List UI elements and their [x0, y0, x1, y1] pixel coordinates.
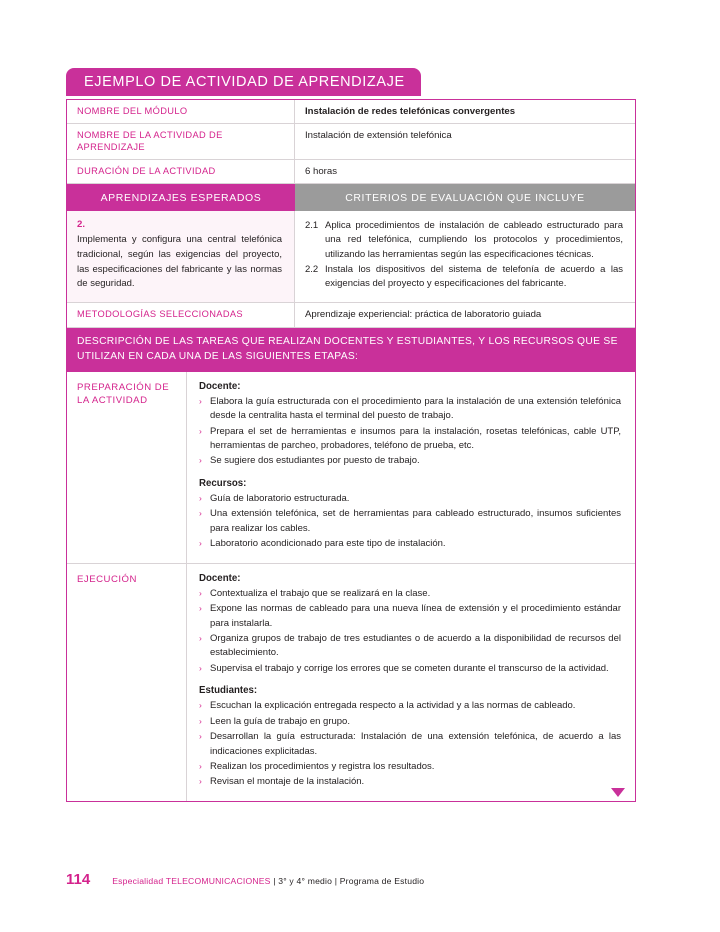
- section-heading-band: [67, 184, 635, 211]
- row-label-duracion: DURACIÓN DE LA ACTIVIDAD: [67, 160, 295, 183]
- subheading-docente: Docente:: [199, 380, 241, 392]
- evaluation-criteria-cell: [295, 211, 635, 302]
- list-item-text: Prepara el set de herramientas e insumos para la instalación, rosetas telefónicas, cable UTP, herramientas de parcheo, probadores, teléfono de prueba, etc.: [210, 425, 621, 452]
- criterion-number: 2.2: [305, 263, 319, 275]
- list-item: [199, 715, 621, 729]
- learning-outcome-cell: [67, 211, 295, 302]
- table-row: [67, 100, 635, 124]
- list-item: [199, 775, 621, 789]
- footer-specialty: TELECOMUNICACIONES: [165, 876, 271, 886]
- list-item: [199, 602, 621, 631]
- list-item: [199, 632, 621, 661]
- page-title: EJEMPLO DE ACTIVIDAD DE APRENDIZAJE: [84, 74, 405, 90]
- chevron-right-icon: ›: [199, 492, 202, 503]
- footer-caption: [112, 876, 424, 886]
- activity-table: [66, 99, 636, 802]
- list-item: [199, 425, 621, 454]
- chevron-right-icon: ›: [199, 731, 202, 742]
- chevron-right-icon: ›: [199, 662, 202, 673]
- subheading-estudiantes: Estudiantes:: [199, 685, 258, 697]
- row-value-duracion: 6 horas: [305, 165, 337, 177]
- list-item: [199, 760, 621, 774]
- criterion-text: Aplica procedimientos de instalación de cableado estructurado para una red telefónica, cumpliendo los protocolos y procedimientos, utilizando las herramientas según las especificaciones técnicas.: [325, 220, 623, 260]
- description-band: DESCRIPCIÓN DE LAS TAREAS QUE REALIZAN DOCENTES Y ESTUDIANTES, Y LOS RECURSOS QUE SE UTILIZAN EN CADA UNA DE LAS SIGUIENTES ETAPAS:: [67, 328, 635, 372]
- row-value-modulo: Instalación de redes telefónicas convergentes: [305, 106, 516, 117]
- learning-outcome-text: Implementa y configura una central telefónica tradicional, según las exigencias del proyecto, las especificaciones del fabricante y las normas de seguridad.: [77, 234, 282, 290]
- table-row: [67, 160, 635, 184]
- list-item: [199, 507, 621, 536]
- table-row: [67, 124, 635, 159]
- chevron-right-icon: ›: [199, 425, 202, 436]
- list-item-text: Organiza grupos de trabajo de tres estudiantes o de acuerdo a la disponibilidad de recursos del establecimiento.: [210, 632, 621, 659]
- chevron-right-icon: ›: [199, 776, 202, 787]
- table-row-metodologias: [67, 303, 635, 327]
- heading-aprendizajes-esperados: APRENDIZAJES ESPERADOS: [67, 184, 295, 211]
- footer-separator: |: [270, 876, 279, 886]
- list-item-text: Revisan el montaje de la instalación.: [210, 776, 365, 788]
- chevron-right-icon: ›: [199, 603, 202, 614]
- footer-separator: |: [332, 876, 340, 886]
- list-item-text: Desarrollan la guía estructurada: Instalación de una extensión telefónica, de acuerdo a las indicaciones explicitadas.: [210, 731, 621, 757]
- learning-outcome-number: 2.: [77, 219, 86, 231]
- list-item: [199, 699, 621, 713]
- page-footer: [66, 871, 424, 888]
- row-label-metodologias: METODOLOGÍAS SELECCIONADAS: [67, 303, 295, 326]
- page-number: 114: [66, 871, 91, 888]
- chevron-right-icon: ›: [199, 455, 202, 466]
- list-item-text: Supervisa el trabajo y corrige los errores que se cometen durante el transcurso de la actividad.: [210, 662, 609, 674]
- subheading-recursos: Recursos:: [199, 477, 247, 489]
- stage-label-ejecucion: EJECUCIÓN: [67, 564, 187, 801]
- chevron-right-icon: ›: [199, 715, 202, 726]
- activity-title-tab: [66, 68, 421, 96]
- row-value-metodologias: Aprendizaje experiencial: práctica de laboratorio guiada: [305, 309, 542, 321]
- list-item: [199, 492, 621, 506]
- stage-label-preparacion: PREPARACIÓN DE LA ACTIVIDAD: [67, 372, 187, 563]
- criterion-item: [305, 263, 623, 292]
- list-item-text: Guía de laboratorio estructurada.: [210, 492, 350, 504]
- footer-level: 3° y 4° medio: [278, 876, 333, 886]
- list-item-text: Escuchan la explicación entregada respecto a la actividad y a las normas de cableado.: [210, 700, 576, 712]
- chevron-right-icon: ›: [199, 700, 202, 711]
- list-item-text: Una extensión telefónica, set de herramientas para cableado estructurado, insumos suficientes para realizar los cables.: [210, 508, 621, 534]
- list-item-text: Laboratorio acondicionado para este tipo de instalación.: [210, 538, 446, 550]
- criterion-item: [305, 219, 623, 262]
- footer-specialty-prefix: Especialidad: [112, 876, 166, 886]
- stage-body-preparacion: [187, 372, 635, 563]
- list-item: [199, 395, 621, 424]
- list-item-text: Elabora la guía estructurada con el procedimiento para la instalación de una extensión telefónica desde la centralita hasta el terminal del puesto de trabajo.: [210, 395, 621, 422]
- list-item-text: Contextualiza el trabajo que se realizará en la clase.: [210, 587, 431, 599]
- subheading-docente: Docente:: [199, 572, 241, 584]
- list-item: [199, 454, 621, 468]
- stage-row-preparacion: [67, 372, 635, 564]
- stage-body-ejecucion: [187, 564, 635, 801]
- list-item-text: Expone las normas de cableado para una nueva línea de extensión y el procedimiento estándar para instalarla.: [210, 603, 621, 629]
- list-item: [199, 730, 621, 759]
- stage-row-ejecucion: [67, 564, 635, 801]
- list-item-text: Realizan los procedimientos y registra los resultados.: [210, 761, 435, 773]
- chevron-right-icon: ›: [199, 508, 202, 519]
- row-label-modulo: NOMBRE DEL MÓDULO: [67, 100, 295, 123]
- list-item: [199, 662, 621, 676]
- list-item: [199, 537, 621, 551]
- chevron-right-icon: ›: [199, 761, 202, 772]
- chevron-right-icon: ›: [199, 587, 202, 598]
- row-value-actividad: Instalación de extensión telefónica: [305, 130, 452, 142]
- list-item-text: Se sugiere dos estudiantes por puesto de trabajo.: [210, 455, 420, 467]
- learning-outcomes-row: [67, 211, 635, 303]
- chevron-right-icon: ›: [199, 538, 202, 549]
- chevron-right-icon: ›: [199, 395, 202, 406]
- criterion-number: 2.1: [305, 220, 319, 232]
- list-item: [199, 587, 621, 601]
- chevron-right-icon: ›: [199, 632, 202, 643]
- continuation-down-arrow-icon: [611, 788, 625, 797]
- list-item-text: Leen la guía de trabajo en grupo.: [210, 715, 350, 727]
- row-label-actividad: NOMBRE DE LA ACTIVIDAD DE APRENDIZAJE: [67, 124, 295, 158]
- criterion-text: Instala los dispositivos del sistema de telefonía de acuerdo a las exigencias del proyecto y especificaciones del fabricante.: [325, 263, 623, 290]
- heading-criterios-evaluacion: CRITERIOS DE EVALUACIÓN QUE INCLUYE: [295, 184, 635, 211]
- footer-program: Programa de Estudio: [339, 876, 425, 886]
